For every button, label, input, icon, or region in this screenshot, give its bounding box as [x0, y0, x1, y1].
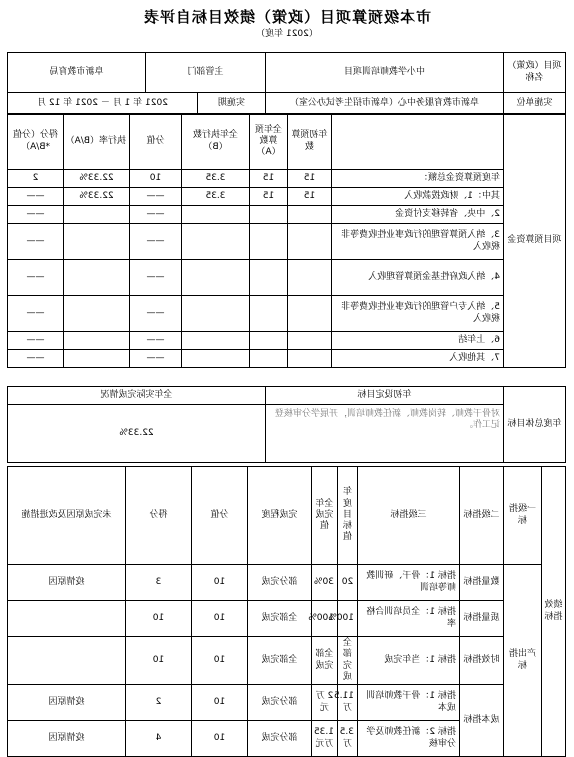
funds-header-got: 得分（分值*B/A）	[8, 114, 64, 170]
perf-header-degree: 完成程度	[248, 467, 312, 565]
info-block	[7, 52, 566, 115]
perf-header-reason: 未完成原因及改进措施	[8, 467, 126, 565]
project-name-label: 项目（政策）名称	[504, 53, 566, 93]
project-name-value: 中小学教师培训项目	[266, 53, 504, 93]
table-row	[8, 332, 566, 350]
funds-header-blank	[332, 114, 504, 170]
table-row	[8, 350, 566, 368]
perf-got: 10	[126, 637, 192, 685]
table-cell	[182, 350, 250, 368]
table-cell	[288, 224, 332, 260]
table-cell: ——	[130, 224, 182, 260]
period-value: 2021 年 1 月 － 2021 年 12 月	[7, 93, 197, 115]
goal-actual-text: 22.33%	[8, 405, 266, 463]
table-cell: ——	[8, 224, 64, 260]
page-subtitle: （2021 年度）	[256, 29, 318, 39]
table-row	[8, 685, 566, 721]
perf-header-done: 全年完成值	[312, 467, 338, 565]
perf-degree: 全部完成	[248, 637, 312, 685]
table-cell: ——	[8, 332, 64, 350]
perf-reason	[8, 637, 126, 685]
perf-done: 2 万元	[312, 685, 338, 721]
table-cell: 15	[250, 170, 288, 188]
table-row	[8, 188, 566, 206]
table-cell	[250, 224, 288, 260]
fund-row-label: 5、纳入专户管理的行政事业性收费等非税收入	[332, 296, 504, 332]
table-cell	[288, 332, 332, 350]
perf-done: 30%	[312, 565, 338, 601]
fund-row-label: 3、纳入预算管理的行政事业性收费等非税收入	[332, 224, 504, 260]
perf-target: 全部完成	[338, 637, 358, 685]
perf-header-level2: 二级指标	[460, 467, 504, 565]
perf-reason: 疫情原因	[8, 721, 126, 757]
table-cell	[250, 206, 288, 224]
funds-header-annual: 全年预算数（A）	[250, 114, 288, 170]
table-cell: ——	[130, 188, 182, 206]
perf-degree: 部分完成	[248, 721, 312, 757]
table-cell: ——	[130, 206, 182, 224]
perf-done: 1.35 万元	[312, 721, 338, 757]
perf-section-label: 绩效指标	[542, 467, 566, 757]
perf-target: 20	[338, 565, 358, 601]
goal-header-actual: 全年实际完成情况	[8, 387, 266, 405]
table-cell	[250, 296, 288, 332]
page-title: 市本级预算项目（政策）绩效目标自评表	[143, 8, 432, 26]
perf-header-level3: 三级指标	[358, 467, 460, 565]
table-cell: 15	[250, 188, 288, 206]
table-row	[8, 637, 566, 685]
perf-got: 2	[126, 685, 192, 721]
table-cell: ——	[130, 350, 182, 368]
perf-degree: 部分完成	[248, 685, 312, 721]
goal-section-label: 年度总体目标	[504, 387, 566, 463]
perf-level3: 指标 1：骨干教师培训成本	[358, 685, 460, 721]
table-cell	[288, 206, 332, 224]
table-cell: ——	[8, 206, 64, 224]
fund-row-label: 其中：1、财政拨款收入	[332, 188, 504, 206]
goal-planned-text: 对骨干教师、转岗教师、新任教师培训，开展学分审核登记工作。	[266, 405, 504, 463]
perf-level3: 指标 2：新任教师及学分审核	[358, 721, 460, 757]
table-cell: 2	[8, 170, 64, 188]
table-cell: 3.35	[182, 188, 250, 206]
goal-header-planned: 年初设定目标	[266, 387, 504, 405]
perf-level3: 指标 1：全员培训合格率	[358, 601, 460, 637]
perf-reason: 疫情原因	[8, 565, 126, 601]
perf-score: 10	[192, 721, 248, 757]
goal-block	[7, 386, 566, 463]
table-row	[8, 224, 566, 260]
table-cell: 15	[288, 188, 332, 206]
table-row	[8, 260, 566, 296]
fund-row-label: 2、中央、省转移支付资金	[332, 206, 504, 224]
perf-level2: 时效指标	[460, 637, 504, 685]
funds-section-label: 项目预算资金	[504, 114, 566, 368]
table-cell	[182, 224, 250, 260]
table-cell: ——	[8, 260, 64, 296]
table-row	[8, 206, 566, 224]
table-cell: 22.33%	[64, 188, 130, 206]
unit-label: 实施单位	[504, 93, 566, 115]
table-row	[8, 170, 566, 188]
table-cell	[64, 350, 130, 368]
perf-done: 100%	[312, 601, 338, 637]
table-row	[8, 296, 566, 332]
table-cell: ——	[8, 188, 64, 206]
table-cell	[250, 332, 288, 350]
perf-target: 3.5 万	[338, 721, 358, 757]
perf-score: 10	[192, 601, 248, 637]
table-cell	[182, 206, 250, 224]
table-cell: ——	[130, 260, 182, 296]
table-cell	[64, 224, 130, 260]
table-cell: ——	[130, 296, 182, 332]
perf-score: 10	[192, 637, 248, 685]
perf-reason	[8, 601, 126, 637]
perf-level3: 指标 1：骨干、研训教师等培训	[358, 565, 460, 601]
perf-header-target: 年度目标值	[338, 467, 358, 565]
perf-score: 10	[192, 685, 248, 721]
perf-level1: 产出指标	[504, 565, 542, 757]
unit-value: 阜新市教育服务中心（阜新市招生考试办公室）	[266, 93, 504, 115]
perf-degree: 全部完成	[248, 601, 312, 637]
perf-done: 全部完成	[312, 637, 338, 685]
table-cell: ——	[8, 296, 64, 332]
perf-got: 3	[126, 565, 192, 601]
perf-table	[7, 466, 566, 757]
table-cell: 15	[288, 170, 332, 188]
table-cell: ——	[130, 332, 182, 350]
table-cell	[288, 350, 332, 368]
table-cell	[288, 260, 332, 296]
table-cell: 10	[130, 170, 182, 188]
table-cell	[64, 332, 130, 350]
funds-table	[7, 113, 566, 368]
fund-row-label: 7、其他收入	[332, 350, 504, 368]
perf-level2: 数量指标	[460, 565, 504, 601]
table-cell: 3.35	[182, 170, 250, 188]
table-cell	[64, 260, 130, 296]
table-row	[8, 601, 566, 637]
perf-got: 10	[126, 601, 192, 637]
perf-degree: 部分完成	[248, 565, 312, 601]
table-cell	[182, 332, 250, 350]
perf-level2: 质量指标	[460, 601, 504, 637]
goal-table	[7, 386, 566, 463]
perf-header-got: 得分	[126, 467, 192, 565]
perf-header-level1: 一级指标	[504, 467, 542, 565]
perf-score: 10	[192, 565, 248, 601]
table-row	[8, 565, 566, 601]
table-cell	[64, 206, 130, 224]
perf-target: 11.5 万	[338, 685, 358, 721]
perf-reason: 疫情原因	[8, 685, 126, 721]
fund-row-label: 6、上年结	[332, 332, 504, 350]
dept-value: 阜新市教育局	[7, 53, 145, 93]
funds-block	[7, 113, 566, 368]
funds-header-executed: 全年执行数（B）	[182, 114, 250, 170]
table-cell: 22.33%	[64, 170, 130, 188]
table-cell	[182, 260, 250, 296]
perf-block	[7, 466, 566, 757]
table-cell	[182, 296, 250, 332]
fund-row-label: 4、纳入政府性基金预算管理收入	[332, 260, 504, 296]
perf-target: 100%	[338, 601, 358, 637]
table-cell	[250, 350, 288, 368]
funds-header-rate: 执行率（B/A）	[64, 114, 130, 170]
perf-level3: 指标 1：当年完成	[358, 637, 460, 685]
fund-row-label: 年度预算资金总额：	[332, 170, 504, 188]
period-label: 实施期	[198, 93, 266, 115]
table-cell	[288, 296, 332, 332]
table-cell: ——	[8, 350, 64, 368]
funds-header-score: 分值	[130, 114, 182, 170]
funds-header-initial: 年初预算数	[288, 114, 332, 170]
table-cell	[64, 296, 130, 332]
perf-level2: 成本指标	[460, 685, 504, 757]
perf-got: 4	[126, 721, 192, 757]
table-cell	[250, 260, 288, 296]
dept-label: 主管部门	[145, 53, 265, 93]
info-table	[7, 52, 566, 115]
perf-header-score: 分值	[192, 467, 248, 565]
